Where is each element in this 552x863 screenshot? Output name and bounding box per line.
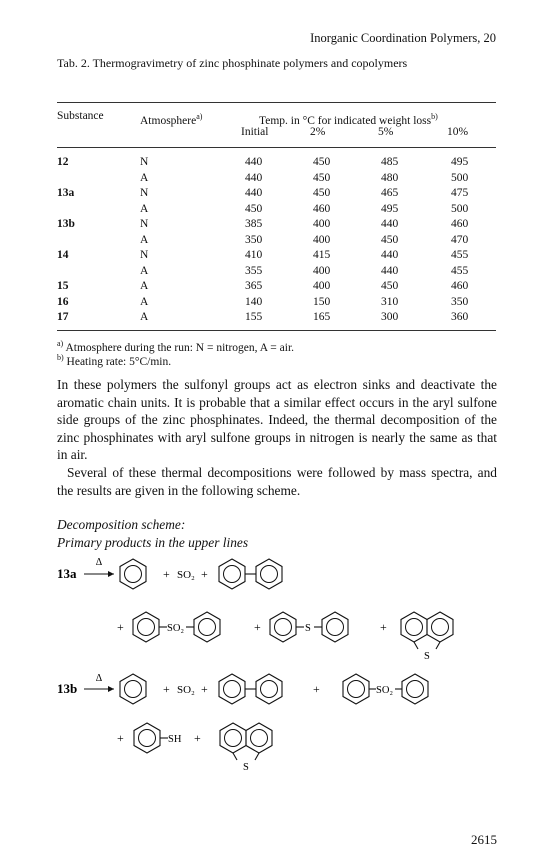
cell-temperature: 400: [313, 265, 331, 277]
diphenylsulfone-right: [194, 612, 220, 642]
cell-temperature: 460: [451, 218, 469, 230]
cell-substance: 16: [57, 296, 69, 308]
cell-temperature: 440: [381, 249, 399, 261]
cell-temperature: 360: [451, 311, 469, 323]
label-13a: 13a: [57, 566, 77, 581]
plus-4: +: [254, 620, 261, 634]
cell-temperature: 485: [381, 156, 399, 168]
biphenyl2-right: [256, 674, 282, 704]
cell-temperature: 440: [245, 156, 263, 168]
cell-temperature: 400: [313, 218, 331, 230]
benzene-2: [120, 674, 146, 704]
cell-atmosphere: A: [140, 280, 149, 292]
cell-temperature: 450: [313, 187, 331, 199]
table-caption: Tab. 2. Thermogravimetry of zinc phosphinate polymers and copolymers: [57, 56, 408, 70]
cell-temperature: 350: [245, 234, 263, 246]
cell-temperature: 400: [313, 280, 331, 292]
cell-temperature: 470: [451, 234, 469, 246]
cell-atmosphere: A: [140, 296, 149, 308]
so2-bridge: SO₂: [167, 623, 185, 634]
benzene-1: [120, 559, 146, 589]
sh-group: SH: [168, 734, 182, 745]
scheme-subtitle: Primary products in the upper lines: [57, 535, 249, 550]
cell-temperature: 350: [451, 296, 469, 308]
cell-temperature: 460: [313, 203, 331, 215]
footnote-a: $^{a)}$ Atmosphere during the run: N = nitrogen, A = air.: [57, 339, 295, 354]
biphenyl-left: [219, 559, 245, 589]
cell-temperature: 455: [451, 249, 469, 261]
cell-temperature: 455: [451, 265, 469, 277]
diphenylsulfide-right: [322, 612, 348, 642]
cell-temperature: 450: [381, 280, 399, 292]
cell-temperature: 465: [381, 187, 399, 199]
cell-temperature: 440: [381, 265, 399, 277]
plus-10: +: [194, 731, 201, 745]
cell-temperature: 495: [451, 156, 469, 168]
page-number: 2615: [471, 832, 497, 847]
cell-temperature: 300: [381, 311, 399, 323]
cell-substance: 13a: [57, 187, 75, 199]
cell-temperature: 365: [245, 280, 263, 292]
cell-temperature: 410: [245, 249, 263, 261]
cell-temperature: 475: [451, 187, 469, 199]
cell-temperature: 460: [451, 280, 469, 292]
header-temperature: Temp. in °C for indicated weight loss$^{b)}$: [259, 112, 438, 127]
dibenzothiophene-1: [401, 612, 453, 649]
cell-atmosphere: A: [140, 311, 149, 323]
cell-temperature: 400: [313, 234, 331, 246]
cell-atmosphere: N: [140, 187, 149, 199]
dbt-s-1: S: [424, 651, 430, 662]
subheader-10pct: 10%: [447, 126, 469, 138]
subheader-2pct: 2%: [310, 126, 326, 138]
so2-1: SO₂: [177, 569, 195, 581]
plus-3: +: [117, 620, 124, 634]
arrowhead-13a: [108, 571, 114, 577]
so2-bridge-2: SO₂: [376, 685, 394, 696]
header-atmosphere: Atmosphere$^{a)}$: [140, 112, 203, 127]
plus-5: +: [380, 620, 387, 634]
arrowhead-13b: [108, 686, 114, 692]
cell-substance: 17: [57, 311, 69, 323]
subheader-initial: Initial: [241, 126, 269, 138]
diphenylsulfide-left: [270, 612, 296, 642]
header-substance: Substance: [57, 110, 104, 122]
cell-temperature: 150: [313, 296, 331, 308]
label-13b: 13b: [57, 681, 78, 696]
cell-atmosphere: N: [140, 218, 149, 230]
diphenylsulfone2-right: [402, 674, 428, 704]
thiophenol-ring: [134, 723, 160, 753]
paragraph-1: In these polymers the sulfonyl groups act as electron sinks and deactivate the aromatic chain units. It is probable that a similar effect occurs in the aryl sulfone side groups of the zinc phosphinates. Indeed, the thermal decomposition of the zinc phosphinates with aryl sulfone groups in nitrogen is nearly the same as that in air.: [57, 377, 497, 463]
plus-8: +: [313, 682, 320, 696]
cell-temperature: 440: [381, 218, 399, 230]
cell-temperature: 415: [313, 249, 331, 261]
cell-temperature: 450: [245, 203, 263, 215]
cell-temperature: 165: [313, 311, 331, 323]
cell-substance: 15: [57, 280, 69, 292]
cell-atmosphere: A: [140, 234, 149, 246]
cell-temperature: 440: [245, 187, 263, 199]
subheader-5pct: 5%: [378, 126, 394, 138]
cell-temperature: 140: [245, 296, 263, 308]
plus-9: +: [117, 731, 124, 745]
cell-substance: 13b: [57, 218, 75, 230]
plus-7: +: [201, 682, 208, 696]
plus-2: +: [201, 567, 208, 581]
cell-temperature: 480: [381, 172, 399, 184]
diphenylsulfone-left: [133, 612, 159, 642]
running-header: Inorganic Coordination Polymers, 20: [310, 31, 496, 45]
dbt-s-2: S: [243, 762, 249, 773]
cell-temperature: 450: [313, 156, 331, 168]
plus-1: +: [163, 567, 170, 581]
cell-atmosphere: N: [140, 249, 149, 261]
cell-atmosphere: A: [140, 203, 149, 215]
cell-substance: 14: [57, 249, 69, 261]
cell-temperature: 155: [245, 311, 263, 323]
cell-atmosphere: A: [140, 172, 149, 184]
scheme-title: Decomposition scheme:: [57, 517, 186, 532]
diphenylsulfone2-left: [343, 674, 369, 704]
cell-atmosphere: A: [140, 265, 149, 277]
cell-atmosphere: N: [140, 156, 149, 168]
cell-temperature: 310: [381, 296, 399, 308]
plus-6: +: [163, 682, 170, 696]
footnote-b: $^{b)}$ Heating rate: 5°C/min.: [57, 353, 172, 368]
biphenyl-right: [256, 559, 282, 589]
cell-temperature: 355: [245, 265, 263, 277]
s-bridge: S: [305, 623, 311, 634]
cell-temperature: 495: [381, 203, 399, 215]
delta-13a: Δ: [95, 557, 103, 568]
cell-temperature: 450: [381, 234, 399, 246]
cell-substance: 12: [57, 156, 69, 168]
so2-2: SO₂: [177, 684, 195, 696]
cell-temperature: 385: [245, 218, 263, 230]
cell-temperature: 500: [451, 203, 469, 215]
cell-temperature: 450: [313, 172, 331, 184]
dibenzothiophene-2: [220, 723, 272, 760]
delta-13b: Δ: [95, 673, 103, 684]
cell-temperature: 440: [245, 172, 263, 184]
cell-temperature: 500: [451, 172, 469, 184]
paragraph-2: Several of these thermal decompositions were followed by mass spectra, and the results are given in the following scheme.: [57, 464, 497, 498]
biphenyl2-left: [219, 674, 245, 704]
